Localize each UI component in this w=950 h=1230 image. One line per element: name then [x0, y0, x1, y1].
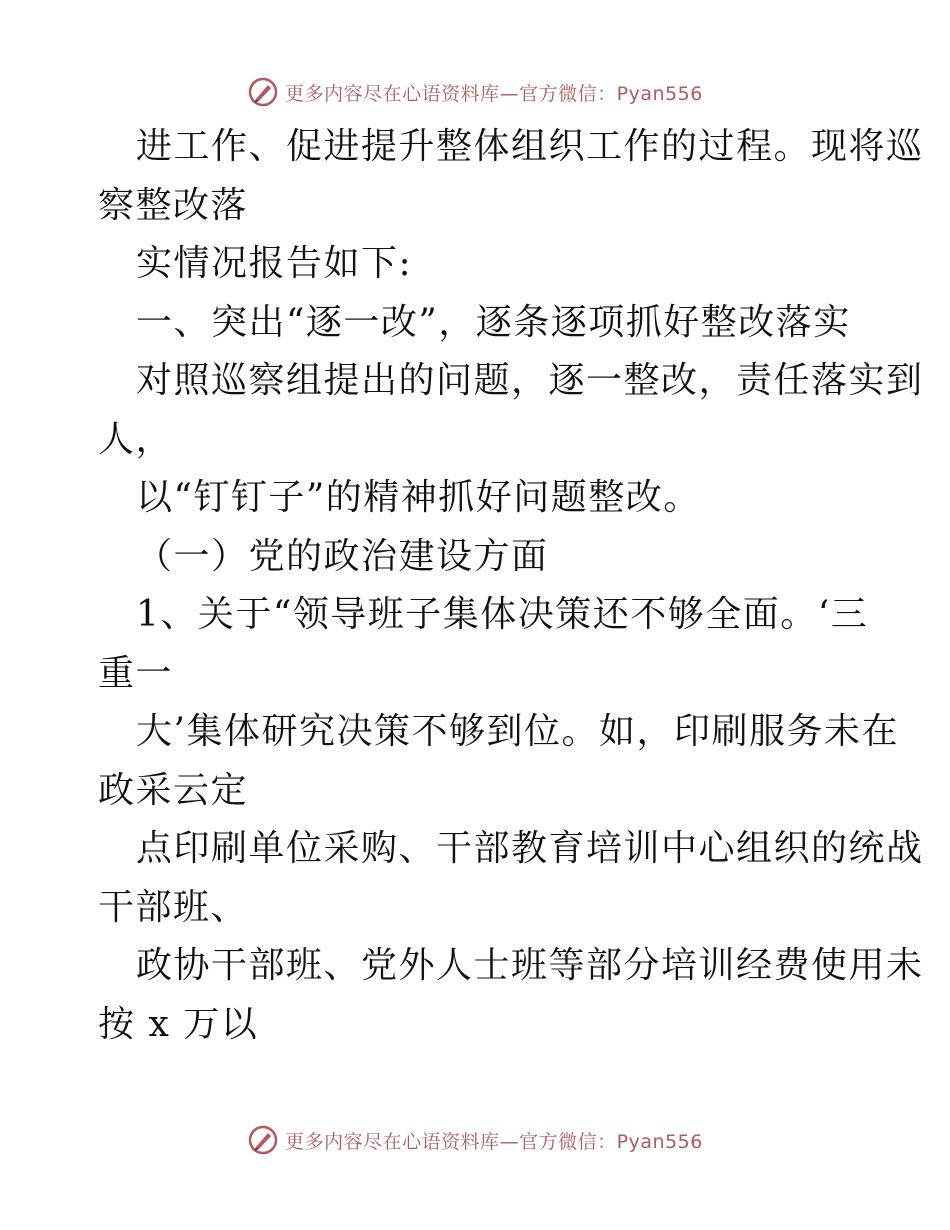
footer-watermark — [0, 1120, 950, 1160]
text-line: 政采云定 — [98, 769, 249, 811]
text-line: 重一 — [98, 652, 174, 694]
document-body — [98, 118, 924, 1054]
text-line: 实情况报告如下: — [136, 243, 413, 284]
quill-logo-icon — [247, 1124, 279, 1156]
text-line: 以“钉钉子”的精神抓好问题整改。 — [136, 477, 701, 518]
text-line: 一、突出“逐一改”，逐条逐项抓好整改落实 — [136, 301, 851, 343]
text-line: 按 x 万以 — [98, 1003, 259, 1045]
text-line: 干部班、 — [98, 886, 249, 928]
text-line: 对照巡察组提出的问题，逐一整改，责任落实到 — [136, 360, 924, 401]
text-line: 人， — [98, 418, 174, 460]
header-watermark — [0, 72, 950, 112]
text-line: 点印刷单位采购、干部教育培训中心组织的统战 — [136, 828, 924, 869]
quill-logo-icon — [247, 76, 279, 108]
text-line: 进工作、促进提升整体组织工作的过程。现将巡 — [136, 126, 924, 167]
watermark-text: 更多内容尽在心语资料库—官方微信：Pyan556 — [285, 82, 703, 105]
text-line: （一）党的政治建设方面 — [136, 535, 549, 577]
watermark-text: 更多内容尽在心语资料库—官方微信：Pyan556 — [285, 1130, 703, 1153]
text-line: 大’集体研究决策不够到位。如，印刷服务未在 — [136, 711, 899, 752]
text-line: 察整改落 — [98, 184, 249, 226]
text-line: 1、关于“领导班子集体决策还不够全面。‘三 — [136, 594, 869, 635]
text-line: 政协干部班、党外人士班等部分培训经费使用未 — [136, 945, 924, 986]
